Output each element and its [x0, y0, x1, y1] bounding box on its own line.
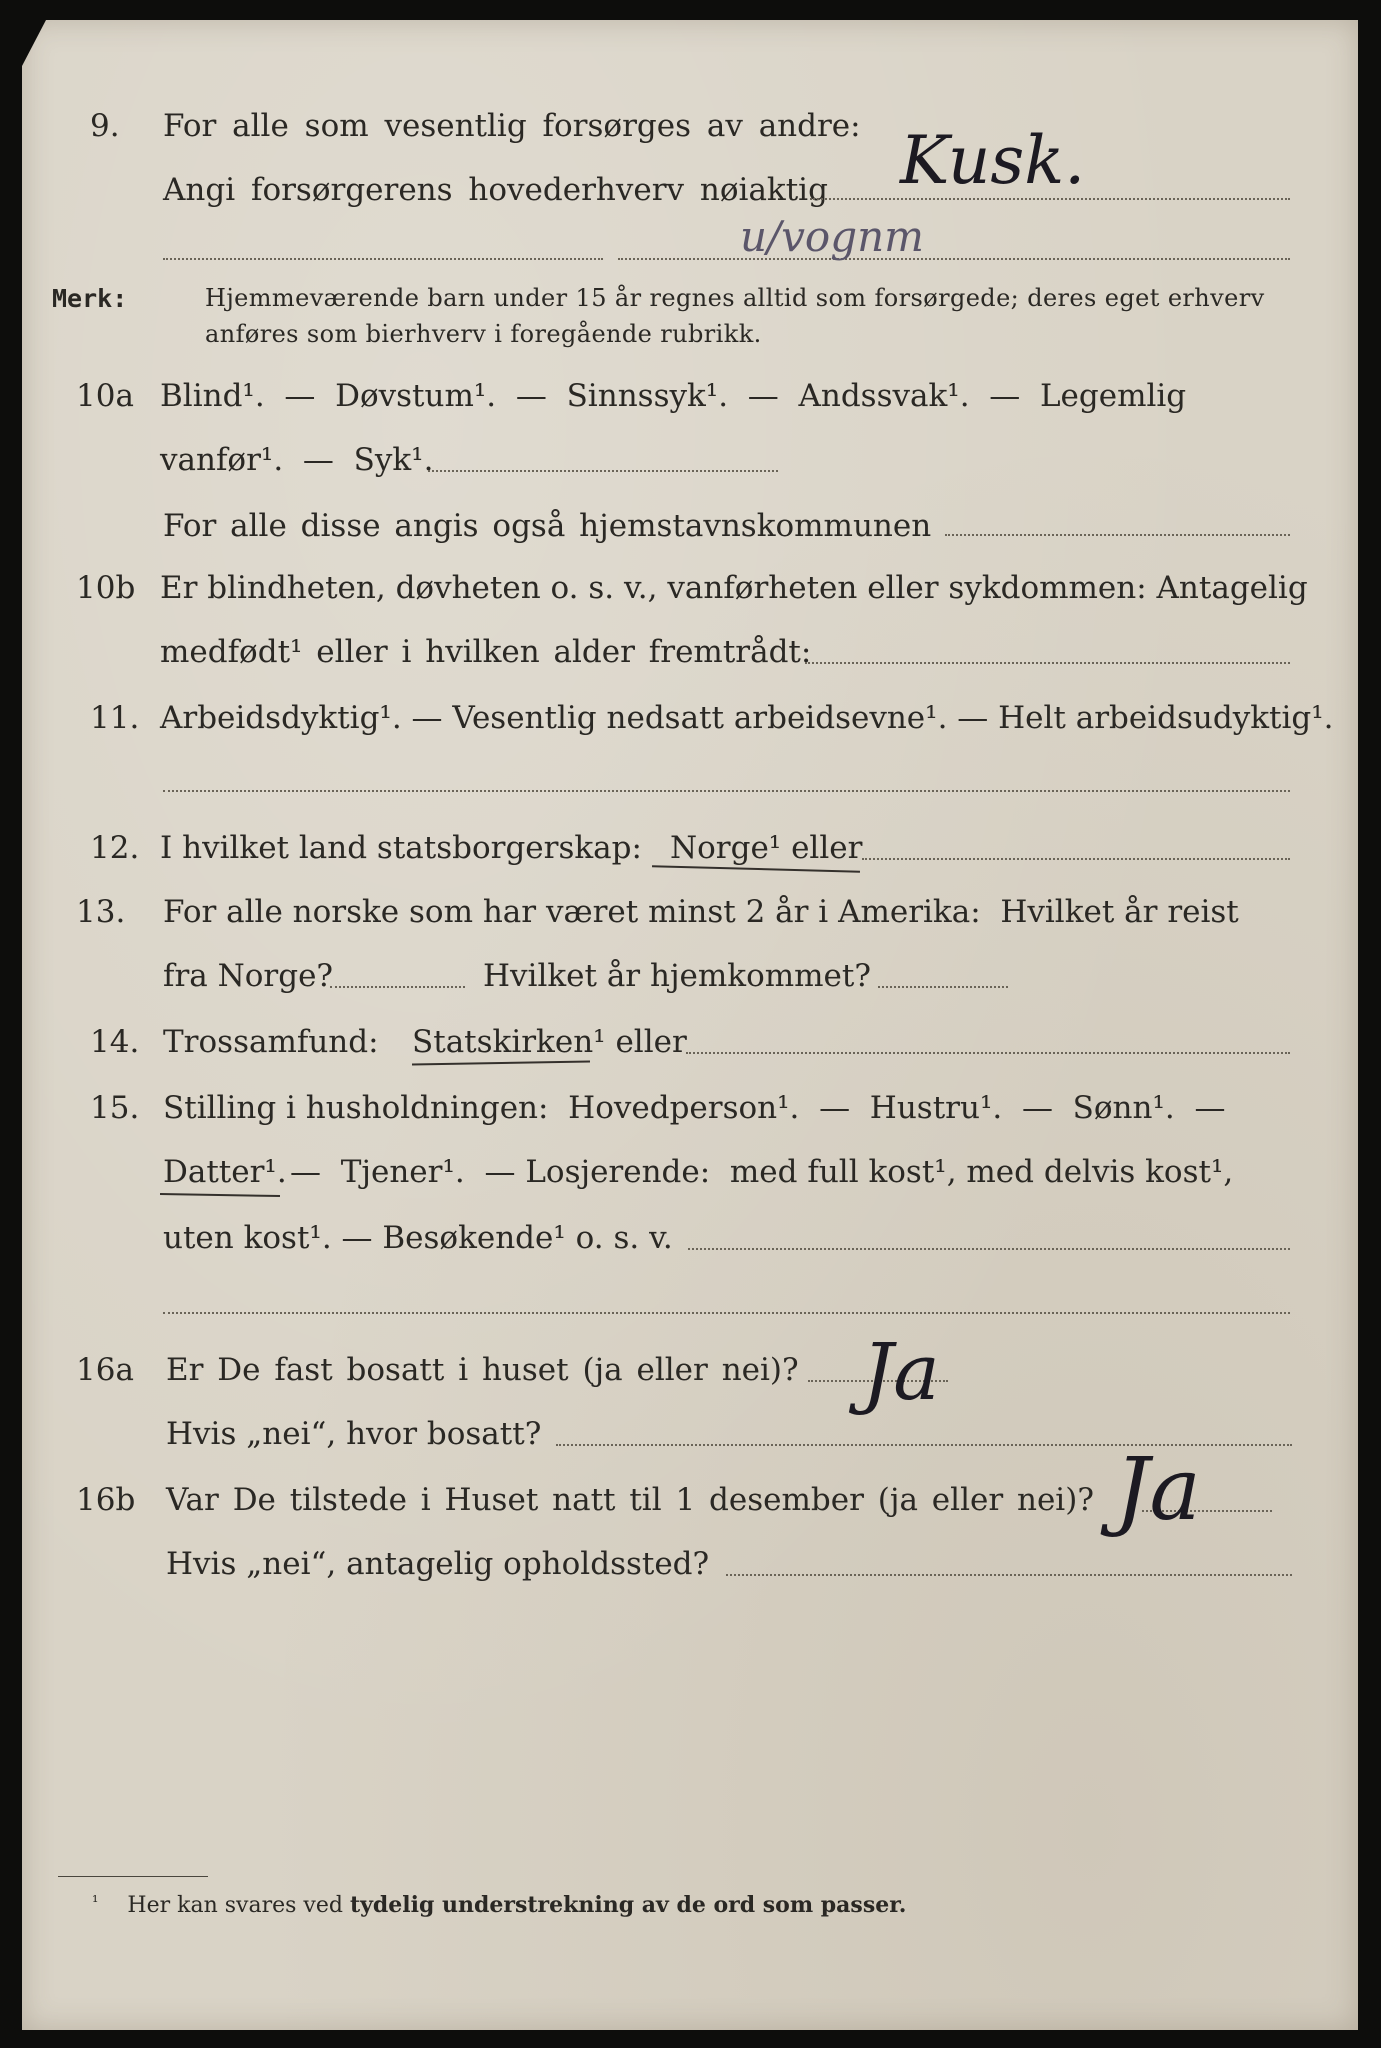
q9-line2: Angi forsørgerens hovederhverv nøiaktig [163, 172, 828, 208]
q10b-line2: medfødt¹ eller i hvilken alder fremtrådt: [160, 634, 812, 670]
q15-line1: Stilling i husholdningen: Hovedperson¹. — Hustru¹. — Sønn¹. — [163, 1090, 1226, 1126]
footnote-bold: tydelig understrekning av de ord som passer. [349, 1892, 907, 1918]
q12-line1: I hvilket land statsborgerskap: [160, 830, 642, 866]
q10a-line1: Blind¹. — Døvstum¹. — Sinnssyk¹. — Andssvak¹. — Legemlig [160, 378, 1187, 414]
footnote-mark: ¹ [92, 1892, 99, 1911]
q13-line1: For alle norske som har været minst 2 år i Amerika: Hvilket år reist [163, 894, 1239, 930]
q9-handwritten-answer1: Kusk. [900, 122, 1086, 199]
q10a-number: 10a [76, 378, 134, 414]
q15-line3: uten kost¹. — Besøkende¹ o. s. v. [163, 1220, 673, 1256]
q11-answer-line [163, 790, 1290, 792]
q13-line2a: fra Norge? [163, 958, 334, 994]
q12-answer-line [862, 858, 1290, 860]
q16b-handwritten-answer: Ja [1115, 1440, 1201, 1540]
q15-answer-line2 [163, 1312, 1290, 1314]
q16a-handwritten-answer: Ja [862, 1328, 940, 1418]
footnote [92, 1892, 906, 1918]
q14-option: Statskirken¹ eller [412, 1024, 687, 1060]
q15-line2b: — Tjener¹. — Losjerende: med full kost¹, med delvis kost¹, [290, 1154, 1234, 1190]
q15-number: 15. [90, 1090, 140, 1126]
q9-answer-line3 [618, 258, 1290, 260]
q9-line1: For alle som vesentlig forsørges av andre: [163, 108, 861, 144]
q10a-line3: For alle disse angis også hjemstavnskommunen [163, 508, 932, 544]
footnote-plain: Her kan svares ved [127, 1893, 343, 1918]
q13-answer-line2 [878, 986, 1008, 988]
merk-line2: anføres som bierhverv i foregående rubrikk. [205, 320, 762, 348]
q16b-line2: Hvis „nei“, antagelig opholdssted? [166, 1546, 710, 1582]
q13-number: 13. [76, 894, 126, 930]
q11-number: 11. [90, 700, 140, 736]
q16b-number: 16b [76, 1482, 136, 1518]
q13-answer-line1 [330, 986, 465, 988]
q10a-line2: vanfør¹. — Syk¹. [160, 442, 434, 478]
q10a-answer-line1 [428, 470, 778, 472]
q12-number: 12. [90, 830, 140, 866]
q10b-line1: Er blindheten, døvheten o. s. v., vanførheten eller sykdommen: Antagelig [160, 570, 1308, 606]
q16a-line2: Hvis „nei“, hvor bosatt? [166, 1416, 542, 1452]
q14-number: 14. [90, 1024, 140, 1060]
q16a-line1: Er De fast bosatt i huset (ja eller nei)? [166, 1352, 799, 1388]
footnote-rule [58, 1876, 208, 1877]
q14-answer-line [686, 1052, 1290, 1054]
q9-handwritten-answer2: u/vognm [740, 212, 924, 261]
q15-answer-line1 [688, 1248, 1290, 1250]
q10b-number: 10b [76, 570, 136, 606]
q16b-answer-line2 [726, 1574, 1292, 1576]
q11-line1: Arbeidsdyktig¹. — Vesentlig nedsatt arbeidsevne¹. — Helt arbeidsudyktig¹. [160, 700, 1334, 736]
q16a-number: 16a [76, 1352, 134, 1388]
q12-option: Norge¹ eller [670, 830, 863, 866]
q9-answer-line2 [163, 258, 603, 260]
q10b-answer-line [805, 662, 1290, 664]
q13-line2b: Hvilket år hjemkommet? [483, 958, 871, 994]
q9-number: 9. [90, 108, 120, 144]
merk-label: Merk: [52, 284, 128, 313]
q16b-line1: Var De tilstede i Huset natt til 1 desember (ja eller nei)? [166, 1482, 1094, 1518]
torn-corner [22, 20, 46, 66]
merk-line1: Hjemmeværende barn under 15 år regnes alltid som forsørgede; deres eget erhverv [205, 284, 1265, 312]
q14-line1: Trossamfund: [163, 1024, 379, 1060]
q10a-answer-line2 [945, 534, 1290, 536]
q15-line2a: Datter¹. [163, 1154, 287, 1190]
